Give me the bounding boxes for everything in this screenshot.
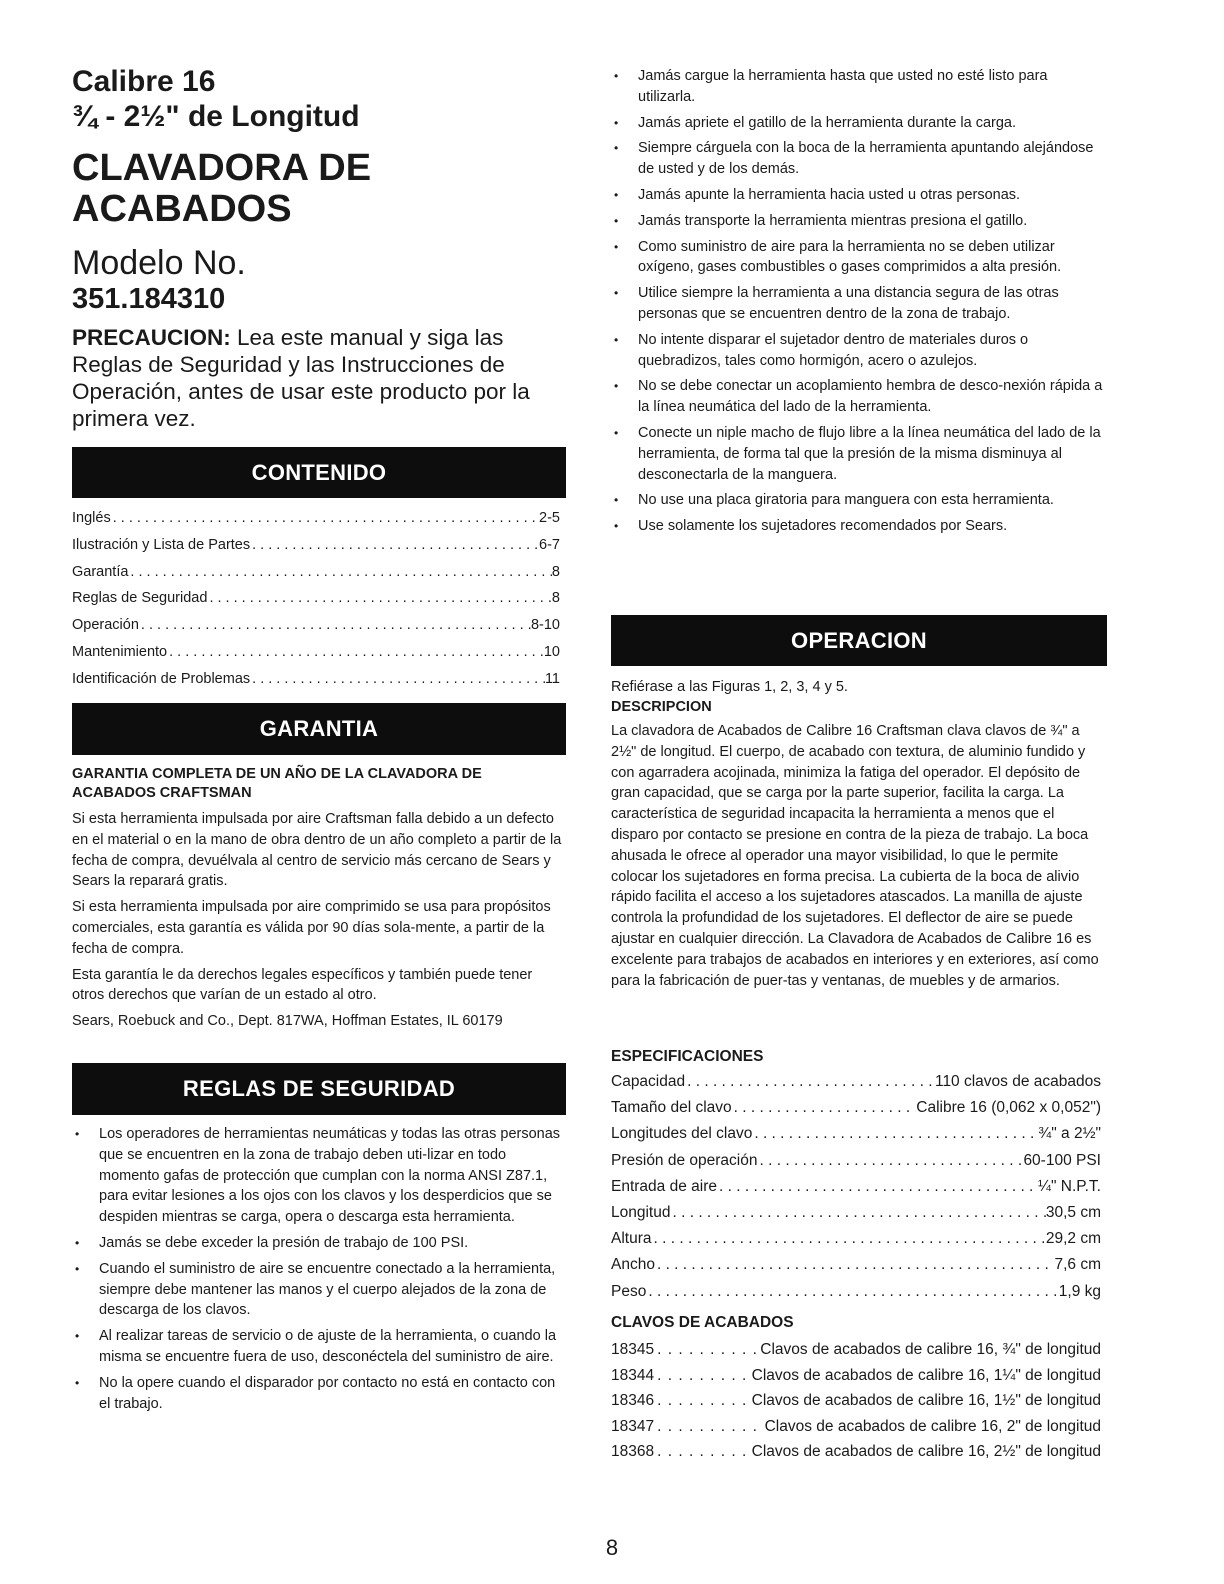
warranty-paragraph: Sears, Roebuck and Co., Dept. 817WA, Hoffman Estates, IL 60179 xyxy=(72,1013,503,1030)
spec-row-label: Presión de operación xyxy=(611,1151,758,1169)
bullet-icon: • xyxy=(614,332,619,347)
contents-item-value: 2-5 xyxy=(539,510,560,526)
description-heading: DESCRIPCION xyxy=(611,699,712,715)
leader-dots xyxy=(128,559,552,586)
nail-code: 18347 xyxy=(611,1417,655,1435)
spec-row-value: 30,5 cm xyxy=(1045,1204,1101,1222)
spec-row xyxy=(611,1174,1101,1200)
nail-code: 18345 xyxy=(611,1341,655,1358)
warranty-paragraph: Esta garantía le da derechos legales específicos y también puede tener otros derechos que varían de un estado al otro. xyxy=(72,966,533,1004)
safety-rule xyxy=(611,490,1107,511)
spec-row xyxy=(611,1200,1101,1226)
length-heading: ¾ - 2½" de Longitud xyxy=(72,100,360,133)
specs-heading: ESPECIFICACIONES xyxy=(611,1048,764,1065)
bullet-icon: • xyxy=(614,519,619,534)
safety-rule-text: Use solamente los sujetadores recomendados por Sears. xyxy=(638,518,1008,535)
bullet-icon: • xyxy=(75,1235,80,1250)
nail-row xyxy=(611,1414,1101,1440)
contents-item xyxy=(72,639,560,666)
safety-rule-text: No use una placa giratoria para manguera con esta herramienta. xyxy=(638,492,1054,509)
leader-dots xyxy=(655,1252,1055,1278)
operation-heading: OPERACION xyxy=(791,628,927,653)
leader-dots xyxy=(250,532,539,559)
contents-banner xyxy=(72,447,566,498)
leader-dots xyxy=(167,639,544,666)
contents-heading: CONTENIDO xyxy=(251,460,387,485)
safety-rule-text: No intente disparar el sujetador dentro de materiales duros o quebradizos, tales como hormigón, acero o azulejos. xyxy=(638,331,1029,369)
spec-row-value: 60-100 PSI xyxy=(1023,1151,1101,1169)
model-number: 351.184310 xyxy=(72,283,226,315)
leader-dots xyxy=(732,1095,917,1121)
safety-rule xyxy=(611,237,1107,279)
contents-item-value: 10 xyxy=(543,643,560,660)
bullet-icon: • xyxy=(614,379,619,394)
contents-item-value: 6-7 xyxy=(539,536,560,553)
spec-row-value: Calibre 16 (0,062 x 0,052") xyxy=(916,1099,1101,1117)
spec-row xyxy=(611,1252,1101,1278)
spec-row xyxy=(611,1095,1101,1121)
operation-refer: Refiérase a las Figuras 1, 2, 3, 4 y 5. xyxy=(611,679,848,695)
contents-item xyxy=(72,505,560,532)
safety-rule-text: Jamás apunte la herramienta hacia usted u otras personas. xyxy=(638,186,1021,203)
leader-dots xyxy=(654,1439,752,1465)
nail-description: Clavos de acabados de calibre 16, 1¼" de longitud xyxy=(751,1366,1101,1384)
contents-item xyxy=(72,585,560,612)
warranty-text xyxy=(72,809,566,1037)
leader-dots xyxy=(752,1121,1038,1147)
spec-row xyxy=(611,1279,1101,1305)
spec-row-label: Tamaño del clavo xyxy=(611,1099,732,1117)
bullet-icon: • xyxy=(614,425,619,440)
leader-dots xyxy=(685,1069,935,1095)
nails-heading: CLAVOS DE ACABADOS xyxy=(611,1314,794,1331)
model-label: Modelo No. xyxy=(72,244,246,282)
warranty-paragraph: Si esta herramienta impulsada por aire Craftsman falla debido a un defecto en el material o en la mano de obra dentro de un año completo a partir de la fecha de compra, devuélvala al centro de servicio más cercano de Sears y Sears la reparará gratis. xyxy=(72,811,562,890)
nail-code: 18368 xyxy=(611,1443,655,1461)
spec-row-value: ¼" N.P.T. xyxy=(1038,1177,1101,1195)
safety-banner xyxy=(72,1063,566,1115)
spec-row-value: 110 clavos de acabados xyxy=(934,1073,1101,1090)
contents-item-label: Garantía xyxy=(72,563,129,580)
spec-row-value: 1,9 kg xyxy=(1058,1282,1101,1300)
leader-dots xyxy=(646,1279,1058,1305)
safety-rule xyxy=(611,66,1107,108)
nail-row xyxy=(611,1363,1101,1389)
leader-dots xyxy=(652,1226,1046,1252)
bullet-icon: • xyxy=(614,239,619,254)
contents-item xyxy=(72,666,560,693)
contents-item-label: Inglés xyxy=(72,510,111,526)
nails-list xyxy=(611,1337,1101,1465)
safety-rule-text: Siempre cárguela con la boca de la herramienta apuntando alejándose de usted y de los demás. xyxy=(638,140,1094,178)
spec-row-label: Longitudes del clavo xyxy=(611,1125,753,1143)
nail-description: Clavos de acabados de calibre 16, 2½" de longitud xyxy=(751,1443,1101,1461)
bullet-icon: • xyxy=(614,141,619,156)
bullet-icon: • xyxy=(75,1261,80,1276)
safety-rule xyxy=(72,1124,566,1228)
warranty-heading: GARANTIA xyxy=(259,716,379,741)
safety-list-right xyxy=(611,66,1107,542)
caution-text: Lea este manual y siga las Reglas de Seguridad y las Instrucciones de Operación, antes de usar este producto por la primera vez. xyxy=(72,325,530,431)
contents-item xyxy=(72,532,560,559)
safety-rule-text: Como suministro de aire para la herramienta no se deben utilizar oxígeno, gases combustibles o gases comprimidos a alta presión. xyxy=(638,238,1062,276)
safety-rule-text: Jamás cargue la herramienta hasta que usted no esté listo para utilizarla. xyxy=(638,68,1048,105)
leader-dots xyxy=(717,1174,1038,1200)
safety-rule-text: No la opere cuando el disparador por contacto no está en contacto con el trabajo. xyxy=(99,1374,556,1412)
contents-item-label: Identificación de Problemas xyxy=(72,670,251,687)
safety-rule xyxy=(72,1259,566,1321)
safety-heading: REGLAS DE SEGURIDAD xyxy=(182,1076,456,1101)
leader-dots xyxy=(139,612,531,639)
bullet-icon: • xyxy=(614,493,619,508)
safety-rule xyxy=(611,516,1107,537)
safety-rule-text: Utilice siempre la herramienta a una distancia segura de las otras personas que se encuentren dentro de la zona de trabajo. xyxy=(638,285,1059,322)
contents-list xyxy=(72,505,560,693)
safety-rule-text: Al realizar tareas de servicio o de ajuste de la herramienta, o cuando la misma se encuentre fuera de uso, desconéctela del suministro de aire. xyxy=(99,1328,557,1365)
safety-rule-text: No se debe conectar un acoplamiento hembra de desco-nexión rápida a la línea neumática del lado de la herramienta. xyxy=(638,378,1103,416)
bullet-icon: • xyxy=(614,115,619,130)
safety-rule xyxy=(611,113,1107,134)
spec-row-value: 29,2 cm xyxy=(1045,1230,1101,1248)
bullet-icon: • xyxy=(614,286,619,301)
nail-description: Clavos de acabados de calibre 16, ¾" de longitud xyxy=(760,1341,1101,1358)
leader-dots xyxy=(207,585,551,612)
product-title: CLAVADORA DE ACABADOS xyxy=(72,147,372,230)
safety-rule xyxy=(611,330,1107,372)
contents-item xyxy=(72,559,560,586)
bullet-icon: • xyxy=(75,1375,80,1390)
contents-item xyxy=(72,612,560,639)
description-text: La clavadora de Acabados de Calibre 16 Craftsman clava clavos de ¾" a 2½" de longitud. El cuerpo, de acabado con textura, de aluminio fundido y con agarradera acojinada, minimiza la fatiga del operador. El depósito de gran capacidad, que se carga por la parte superior, facilita la carga. La característica de seguridad incapacita la herramienta a menos que el disparo por contacto se presione en contra de la pieza de trabajo. La boca ahusada le ofrece al operador una mayor visibilidad, lo que le permite colocar los sujetadores en forma precisa. La cubierta de la boca de alivio rápido facilita el acceso a los sujetadores atascados. La manilla de ajuste controla la profundidad de los sujetadores. El deflector de aire se puede ajustar en cualquier dirección. La Clavadora de Acabados de Calibre 16 es excelente para trabajos de acabados en interiores y en exteriores, así como para la fabricación de puer-tas y ventanas, de muebles y de armarios. xyxy=(611,723,1099,989)
spec-row-label: Altura xyxy=(611,1230,652,1248)
warranty-paragraph: Si esta herramienta impulsada por aire comprimido se usa para propósitos comerciales, esta garantía es válida por 90 días sola-mente, a partir de la fecha de compra. xyxy=(72,899,551,957)
spec-row xyxy=(611,1148,1101,1174)
contents-item-label: Reglas de Seguridad xyxy=(72,590,208,607)
spec-row-label: Entrada de aire xyxy=(611,1177,717,1195)
bullet-icon: • xyxy=(614,213,619,228)
safety-rule xyxy=(72,1326,566,1368)
nail-code: 18346 xyxy=(611,1392,655,1410)
spec-row-value: 7,6 cm xyxy=(1054,1256,1101,1274)
leader-dots xyxy=(654,1414,764,1440)
safety-rule xyxy=(611,423,1107,485)
safety-rule-text: Conecte un niple macho de flujo libre a la línea neumática del lado de la herramienta, de forma tal que la presión de la misma disminuya al desconectarla de la manguera. xyxy=(638,424,1101,483)
safety-rule xyxy=(611,283,1107,325)
spec-row xyxy=(611,1226,1101,1252)
nail-code: 18344 xyxy=(611,1366,655,1384)
spec-row xyxy=(611,1069,1101,1095)
warranty-banner xyxy=(72,703,566,755)
safety-rule xyxy=(72,1233,566,1254)
caution-notice xyxy=(72,324,566,432)
safety-rule-text: Jamás apriete el gatillo de la herramienta durante la carga. xyxy=(638,114,1017,131)
contents-item-value: 11 xyxy=(544,670,560,687)
safety-rule xyxy=(72,1373,566,1415)
caution-label: PRECAUCION: xyxy=(72,325,231,350)
contents-item-label: Mantenimiento xyxy=(72,643,168,660)
page-number: 8 xyxy=(605,1535,619,1560)
spec-row xyxy=(611,1121,1101,1147)
spec-row-value: ¾" a 2½" xyxy=(1038,1125,1101,1143)
operation-banner xyxy=(611,615,1107,666)
contents-item-value: 8-10 xyxy=(530,617,560,634)
safety-rule xyxy=(611,138,1107,180)
bullet-icon: • xyxy=(614,69,619,83)
contents-item-value: 8 xyxy=(551,563,560,580)
safety-rule-text: Jamás se debe exceder la presión de trabajo de 100 PSI. xyxy=(99,1234,469,1251)
safety-rule-text: Jamás transporte la herramienta mientras presiona el gatillo. xyxy=(638,212,1028,229)
spec-row-label: Peso xyxy=(611,1282,647,1300)
nail-row xyxy=(611,1337,1101,1363)
leader-dots xyxy=(111,505,539,532)
contents-item-value: 8 xyxy=(551,590,560,607)
contents-item-label: Operación xyxy=(72,617,139,634)
bullet-icon: • xyxy=(75,1329,80,1344)
gauge-heading: Calibre 16 xyxy=(72,65,216,98)
leader-dots xyxy=(654,1388,752,1414)
leader-dots xyxy=(250,666,545,693)
spec-row-label: Capacidad xyxy=(611,1073,686,1090)
nail-description: Clavos de acabados de calibre 16, 2" de longitud xyxy=(764,1417,1101,1435)
specs-list xyxy=(611,1069,1101,1305)
nail-description: Clavos de acabados de calibre 16, 1½" de longitud xyxy=(751,1392,1101,1410)
leader-dots xyxy=(654,1337,760,1363)
safety-rule xyxy=(611,211,1107,232)
bullet-icon: • xyxy=(614,187,619,202)
bullet-icon: • xyxy=(75,1127,80,1141)
safety-rule xyxy=(611,185,1107,206)
leader-dots xyxy=(654,1363,752,1389)
safety-list-left xyxy=(72,1124,566,1419)
leader-dots xyxy=(758,1148,1024,1174)
spec-row-label: Longitud xyxy=(611,1204,671,1222)
warranty-subheading: GARANTIA COMPLETA DE UN AÑO DE LA CLAVADORA DE ACABADOS CRAFTSMAN xyxy=(72,766,482,801)
leader-dots xyxy=(670,1200,1045,1226)
nail-row xyxy=(611,1388,1101,1414)
safety-rule-text: Los operadores de herramientas neumáticas y todas las otras personas que se encuentren en la zona de trabajo deben uti-lizar en todo momento gafas de protección que cumplan con la norma ANSI Z87.1, para evitar lesiones a los ojos con los clavos y los desperdicios que se despiden mientras se carga, opera o descarga esta herramienta. xyxy=(99,1126,561,1226)
spec-row-label: Ancho xyxy=(611,1256,655,1274)
safety-rule xyxy=(611,376,1107,418)
nail-row xyxy=(611,1439,1101,1465)
safety-rule-text: Cuando el suministro de aire se encuentre conectado a la herramienta, siempre debe mantener las manos y el cuerpo alejados de la zona de descarga de los clavos. xyxy=(99,1260,556,1319)
contents-item-label: Ilustración y Lista de Partes xyxy=(72,536,251,553)
